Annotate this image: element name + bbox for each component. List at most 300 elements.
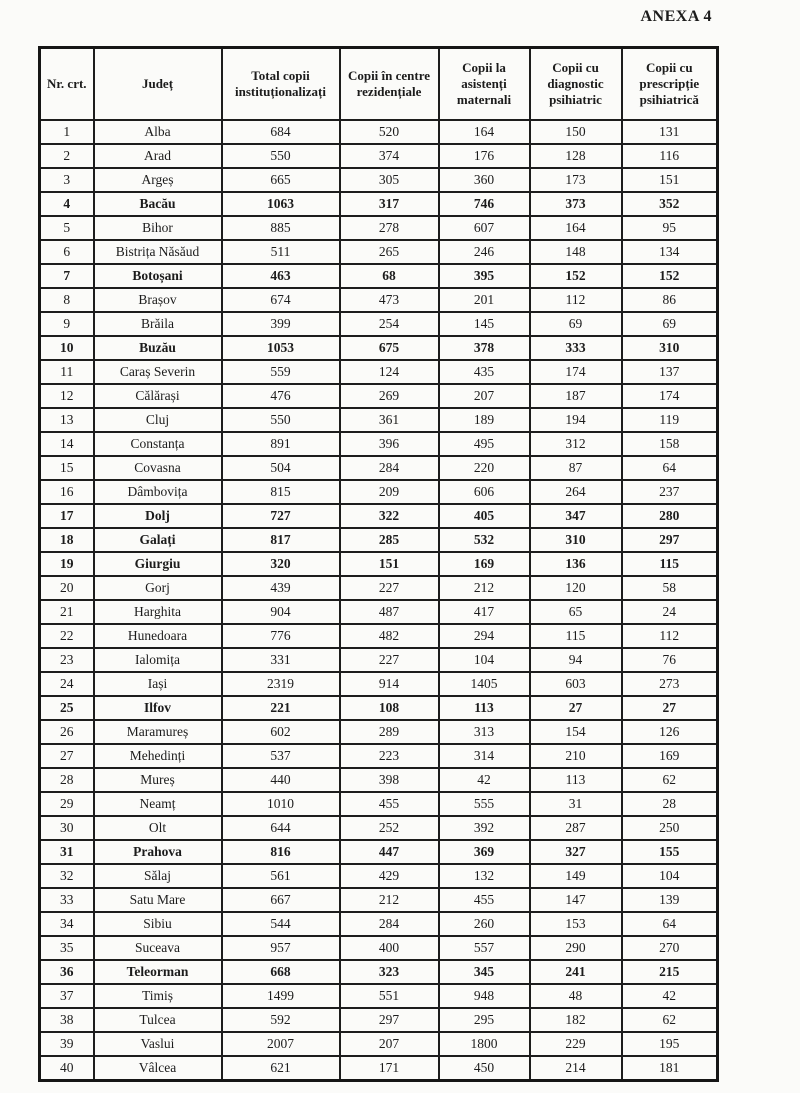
county-cell: Ialomița — [94, 648, 222, 672]
value-cell: 621 — [222, 1056, 340, 1081]
value-cell: 537 — [222, 744, 340, 768]
county-cell: Covasna — [94, 456, 222, 480]
row-number-cell: 27 — [40, 744, 94, 768]
county-cell: Vaslui — [94, 1032, 222, 1056]
value-cell: 182 — [530, 1008, 622, 1032]
row-number-cell: 18 — [40, 528, 94, 552]
county-cell: Arad — [94, 144, 222, 168]
value-cell: 297 — [340, 1008, 439, 1032]
value-cell: 374 — [340, 144, 439, 168]
table-row — [40, 696, 718, 720]
value-cell: 817 — [222, 528, 340, 552]
value-cell: 173 — [530, 168, 622, 192]
value-cell: 815 — [222, 480, 340, 504]
value-cell: 2319 — [222, 672, 340, 696]
value-cell: 746 — [439, 192, 530, 216]
value-cell: 137 — [622, 360, 718, 384]
value-cell: 214 — [530, 1056, 622, 1081]
county-cell: Cluj — [94, 408, 222, 432]
row-number-cell: 29 — [40, 792, 94, 816]
value-cell: 561 — [222, 864, 340, 888]
value-cell: 455 — [439, 888, 530, 912]
county-cell: Giurgiu — [94, 552, 222, 576]
value-cell: 169 — [439, 552, 530, 576]
value-cell: 265 — [340, 240, 439, 264]
row-number-cell: 4 — [40, 192, 94, 216]
county-cell: Hunedoara — [94, 624, 222, 648]
table-row — [40, 1032, 718, 1056]
table-row — [40, 456, 718, 480]
value-cell: 320 — [222, 552, 340, 576]
row-number-cell: 30 — [40, 816, 94, 840]
row-number-cell: 8 — [40, 288, 94, 312]
value-cell: 252 — [340, 816, 439, 840]
row-number-cell: 25 — [40, 696, 94, 720]
table-row — [40, 936, 718, 960]
value-cell: 285 — [340, 528, 439, 552]
value-cell: 210 — [530, 744, 622, 768]
value-cell: 237 — [622, 480, 718, 504]
county-cell: Vâlcea — [94, 1056, 222, 1081]
row-number-cell: 16 — [40, 480, 94, 504]
value-cell: 273 — [622, 672, 718, 696]
table-row — [40, 240, 718, 264]
value-cell: 398 — [340, 768, 439, 792]
value-cell: 289 — [340, 720, 439, 744]
value-cell: 559 — [222, 360, 340, 384]
value-cell: 269 — [340, 384, 439, 408]
value-cell: 62 — [622, 768, 718, 792]
value-cell: 112 — [530, 288, 622, 312]
value-cell: 164 — [439, 120, 530, 144]
column-header: Copii la asistenți maternali — [439, 48, 530, 121]
column-header: Nr. crt. — [40, 48, 94, 121]
value-cell: 550 — [222, 408, 340, 432]
table-row — [40, 264, 718, 288]
value-cell: 313 — [439, 720, 530, 744]
county-cell: Mureș — [94, 768, 222, 792]
row-number-cell: 1 — [40, 120, 94, 144]
row-number-cell: 23 — [40, 648, 94, 672]
value-cell: 295 — [439, 1008, 530, 1032]
value-cell: 1010 — [222, 792, 340, 816]
row-number-cell: 32 — [40, 864, 94, 888]
value-cell: 87 — [530, 456, 622, 480]
value-cell: 667 — [222, 888, 340, 912]
value-cell: 891 — [222, 432, 340, 456]
county-cell: Alba — [94, 120, 222, 144]
value-cell: 352 — [622, 192, 718, 216]
table-row — [40, 480, 718, 504]
value-cell: 284 — [340, 456, 439, 480]
value-cell: 270 — [622, 936, 718, 960]
value-cell: 957 — [222, 936, 340, 960]
table-row — [40, 1056, 718, 1081]
row-number-cell: 10 — [40, 336, 94, 360]
value-cell: 69 — [530, 312, 622, 336]
value-cell: 504 — [222, 456, 340, 480]
value-cell: 154 — [530, 720, 622, 744]
value-cell: 169 — [622, 744, 718, 768]
value-cell: 136 — [530, 552, 622, 576]
row-number-cell: 19 — [40, 552, 94, 576]
county-cell: Ilfov — [94, 696, 222, 720]
value-cell: 463 — [222, 264, 340, 288]
value-cell: 429 — [340, 864, 439, 888]
value-cell: 592 — [222, 1008, 340, 1032]
row-number-cell: 31 — [40, 840, 94, 864]
value-cell: 246 — [439, 240, 530, 264]
value-cell: 148 — [530, 240, 622, 264]
value-cell: 345 — [439, 960, 530, 984]
value-cell: 151 — [340, 552, 439, 576]
row-number-cell: 39 — [40, 1032, 94, 1056]
value-cell: 684 — [222, 120, 340, 144]
table-row — [40, 168, 718, 192]
value-cell: 42 — [622, 984, 718, 1008]
value-cell: 290 — [530, 936, 622, 960]
value-cell: 212 — [340, 888, 439, 912]
value-cell: 487 — [340, 600, 439, 624]
county-cell: Neamț — [94, 792, 222, 816]
value-cell: 278 — [340, 216, 439, 240]
county-cell: Dolj — [94, 504, 222, 528]
value-cell: 189 — [439, 408, 530, 432]
table-row — [40, 504, 718, 528]
value-cell: 287 — [530, 816, 622, 840]
table-row — [40, 624, 718, 648]
table-row — [40, 1008, 718, 1032]
county-cell: Brașov — [94, 288, 222, 312]
value-cell: 331 — [222, 648, 340, 672]
value-cell: 904 — [222, 600, 340, 624]
value-cell: 31 — [530, 792, 622, 816]
value-cell: 86 — [622, 288, 718, 312]
table-row — [40, 384, 718, 408]
value-cell: 227 — [340, 648, 439, 672]
county-cell: Sibiu — [94, 912, 222, 936]
table-row — [40, 912, 718, 936]
value-cell: 229 — [530, 1032, 622, 1056]
table-row — [40, 672, 718, 696]
table-header — [40, 48, 718, 121]
value-cell: 948 — [439, 984, 530, 1008]
value-cell: 113 — [530, 768, 622, 792]
table-row — [40, 312, 718, 336]
row-number-cell: 33 — [40, 888, 94, 912]
value-cell: 134 — [622, 240, 718, 264]
value-cell: 207 — [439, 384, 530, 408]
value-cell: 64 — [622, 912, 718, 936]
value-cell: 395 — [439, 264, 530, 288]
value-cell: 131 — [622, 120, 718, 144]
value-cell: 532 — [439, 528, 530, 552]
value-cell: 333 — [530, 336, 622, 360]
value-cell: 241 — [530, 960, 622, 984]
value-cell: 158 — [622, 432, 718, 456]
value-cell: 207 — [340, 1032, 439, 1056]
value-cell: 250 — [622, 816, 718, 840]
value-cell: 119 — [622, 408, 718, 432]
county-cell: Prahova — [94, 840, 222, 864]
county-cell: Botoșani — [94, 264, 222, 288]
county-cell: Brăila — [94, 312, 222, 336]
value-cell: 64 — [622, 456, 718, 480]
table-row — [40, 864, 718, 888]
table-row — [40, 648, 718, 672]
value-cell: 455 — [340, 792, 439, 816]
value-cell: 473 — [340, 288, 439, 312]
value-cell: 174 — [530, 360, 622, 384]
row-number-cell: 2 — [40, 144, 94, 168]
column-header: Total copii instituționalizați — [222, 48, 340, 121]
value-cell: 373 — [530, 192, 622, 216]
value-cell: 440 — [222, 768, 340, 792]
table-row — [40, 432, 718, 456]
row-number-cell: 3 — [40, 168, 94, 192]
row-number-cell: 40 — [40, 1056, 94, 1081]
value-cell: 392 — [439, 816, 530, 840]
value-cell: 68 — [340, 264, 439, 288]
value-cell: 555 — [439, 792, 530, 816]
value-cell: 195 — [622, 1032, 718, 1056]
table-row — [40, 576, 718, 600]
row-number-cell: 17 — [40, 504, 94, 528]
value-cell: 145 — [439, 312, 530, 336]
value-cell: 115 — [530, 624, 622, 648]
row-number-cell: 35 — [40, 936, 94, 960]
annex-label: ANEXA 4 — [640, 8, 712, 25]
value-cell: 550 — [222, 144, 340, 168]
value-cell: 24 — [622, 600, 718, 624]
value-cell: 665 — [222, 168, 340, 192]
value-cell: 128 — [530, 144, 622, 168]
table-row — [40, 840, 718, 864]
table-row — [40, 720, 718, 744]
value-cell: 294 — [439, 624, 530, 648]
table-row — [40, 552, 718, 576]
value-cell: 187 — [530, 384, 622, 408]
value-cell: 644 — [222, 816, 340, 840]
row-number-cell: 22 — [40, 624, 94, 648]
value-cell: 28 — [622, 792, 718, 816]
county-cell: Harghita — [94, 600, 222, 624]
value-cell: 323 — [340, 960, 439, 984]
value-cell: 48 — [530, 984, 622, 1008]
value-cell: 544 — [222, 912, 340, 936]
value-cell: 152 — [530, 264, 622, 288]
value-cell: 112 — [622, 624, 718, 648]
table-body — [40, 120, 718, 1081]
value-cell: 212 — [439, 576, 530, 600]
table-row — [40, 144, 718, 168]
county-cell: Suceava — [94, 936, 222, 960]
table-row — [40, 288, 718, 312]
table-row — [40, 408, 718, 432]
value-cell: 108 — [340, 696, 439, 720]
value-cell: 260 — [439, 912, 530, 936]
row-number-cell: 7 — [40, 264, 94, 288]
value-cell: 317 — [340, 192, 439, 216]
value-cell: 511 — [222, 240, 340, 264]
value-cell: 220 — [439, 456, 530, 480]
value-cell: 361 — [340, 408, 439, 432]
value-cell: 223 — [340, 744, 439, 768]
row-number-cell: 12 — [40, 384, 94, 408]
table-row — [40, 816, 718, 840]
value-cell: 495 — [439, 432, 530, 456]
row-number-cell: 11 — [40, 360, 94, 384]
column-header: Copii cu diagnostic psihiatric — [530, 48, 622, 121]
value-cell: 447 — [340, 840, 439, 864]
table-row — [40, 528, 718, 552]
value-cell: 310 — [622, 336, 718, 360]
value-cell: 305 — [340, 168, 439, 192]
value-cell: 602 — [222, 720, 340, 744]
county-cell: Bihor — [94, 216, 222, 240]
county-cell: Iași — [94, 672, 222, 696]
value-cell: 551 — [340, 984, 439, 1008]
value-cell: 221 — [222, 696, 340, 720]
table-row — [40, 768, 718, 792]
county-cell: Dâmbovița — [94, 480, 222, 504]
value-cell: 297 — [622, 528, 718, 552]
value-cell: 439 — [222, 576, 340, 600]
row-number-cell: 9 — [40, 312, 94, 336]
county-cell: Mehedinți — [94, 744, 222, 768]
value-cell: 150 — [530, 120, 622, 144]
row-number-cell: 26 — [40, 720, 94, 744]
county-cell: Bacău — [94, 192, 222, 216]
value-cell: 76 — [622, 648, 718, 672]
value-cell: 914 — [340, 672, 439, 696]
table-row — [40, 792, 718, 816]
value-cell: 62 — [622, 1008, 718, 1032]
county-cell: Caraș Severin — [94, 360, 222, 384]
value-cell: 174 — [622, 384, 718, 408]
value-cell: 116 — [622, 144, 718, 168]
value-cell: 27 — [622, 696, 718, 720]
table-row — [40, 960, 718, 984]
county-cell: Teleorman — [94, 960, 222, 984]
value-cell: 360 — [439, 168, 530, 192]
value-cell: 607 — [439, 216, 530, 240]
county-cell: Constanța — [94, 432, 222, 456]
value-cell: 27 — [530, 696, 622, 720]
value-cell: 396 — [340, 432, 439, 456]
value-cell: 369 — [439, 840, 530, 864]
value-cell: 312 — [530, 432, 622, 456]
value-cell: 322 — [340, 504, 439, 528]
value-cell: 557 — [439, 936, 530, 960]
value-cell: 227 — [340, 576, 439, 600]
value-cell: 113 — [439, 696, 530, 720]
value-cell: 603 — [530, 672, 622, 696]
value-cell: 606 — [439, 480, 530, 504]
value-cell: 1499 — [222, 984, 340, 1008]
column-header: Județ — [94, 48, 222, 121]
value-cell: 1053 — [222, 336, 340, 360]
column-header: Copii cu prescripție psihiatrică — [622, 48, 718, 121]
row-number-cell: 5 — [40, 216, 94, 240]
value-cell: 132 — [439, 864, 530, 888]
value-cell: 1063 — [222, 192, 340, 216]
column-header: Copii în centre rezidențiale — [340, 48, 439, 121]
county-cell: Călărași — [94, 384, 222, 408]
row-number-cell: 28 — [40, 768, 94, 792]
value-cell: 520 — [340, 120, 439, 144]
value-cell: 284 — [340, 912, 439, 936]
value-cell: 164 — [530, 216, 622, 240]
county-cell: Sălaj — [94, 864, 222, 888]
value-cell: 181 — [622, 1056, 718, 1081]
value-cell: 1405 — [439, 672, 530, 696]
value-cell: 254 — [340, 312, 439, 336]
value-cell: 280 — [622, 504, 718, 528]
value-cell: 153 — [530, 912, 622, 936]
value-cell: 450 — [439, 1056, 530, 1081]
row-number-cell: 37 — [40, 984, 94, 1008]
value-cell: 816 — [222, 840, 340, 864]
value-cell: 314 — [439, 744, 530, 768]
county-cell: Satu Mare — [94, 888, 222, 912]
value-cell: 115 — [622, 552, 718, 576]
value-cell: 674 — [222, 288, 340, 312]
value-cell: 104 — [439, 648, 530, 672]
value-cell: 95 — [622, 216, 718, 240]
county-cell: Gorj — [94, 576, 222, 600]
value-cell: 668 — [222, 960, 340, 984]
county-cell: Buzău — [94, 336, 222, 360]
value-cell: 310 — [530, 528, 622, 552]
value-cell: 124 — [340, 360, 439, 384]
value-cell: 147 — [530, 888, 622, 912]
row-number-cell: 38 — [40, 1008, 94, 1032]
value-cell: 776 — [222, 624, 340, 648]
row-number-cell: 6 — [40, 240, 94, 264]
county-cell: Tulcea — [94, 1008, 222, 1032]
value-cell: 171 — [340, 1056, 439, 1081]
value-cell: 1800 — [439, 1032, 530, 1056]
value-cell: 58 — [622, 576, 718, 600]
row-number-cell: 21 — [40, 600, 94, 624]
county-cell: Olt — [94, 816, 222, 840]
value-cell: 155 — [622, 840, 718, 864]
value-cell: 94 — [530, 648, 622, 672]
value-cell: 176 — [439, 144, 530, 168]
table-row — [40, 192, 718, 216]
value-cell: 399 — [222, 312, 340, 336]
value-cell: 885 — [222, 216, 340, 240]
county-cell: Maramureș — [94, 720, 222, 744]
county-cell: Argeș — [94, 168, 222, 192]
value-cell: 378 — [439, 336, 530, 360]
table-row — [40, 360, 718, 384]
value-cell: 104 — [622, 864, 718, 888]
value-cell: 417 — [439, 600, 530, 624]
row-number-cell: 20 — [40, 576, 94, 600]
row-number-cell: 36 — [40, 960, 94, 984]
header-row — [40, 48, 718, 121]
value-cell: 69 — [622, 312, 718, 336]
value-cell: 405 — [439, 504, 530, 528]
county-cell: Timiș — [94, 984, 222, 1008]
table-row — [40, 984, 718, 1008]
value-cell: 120 — [530, 576, 622, 600]
value-cell: 149 — [530, 864, 622, 888]
table-row — [40, 120, 718, 144]
value-cell: 2007 — [222, 1032, 340, 1056]
